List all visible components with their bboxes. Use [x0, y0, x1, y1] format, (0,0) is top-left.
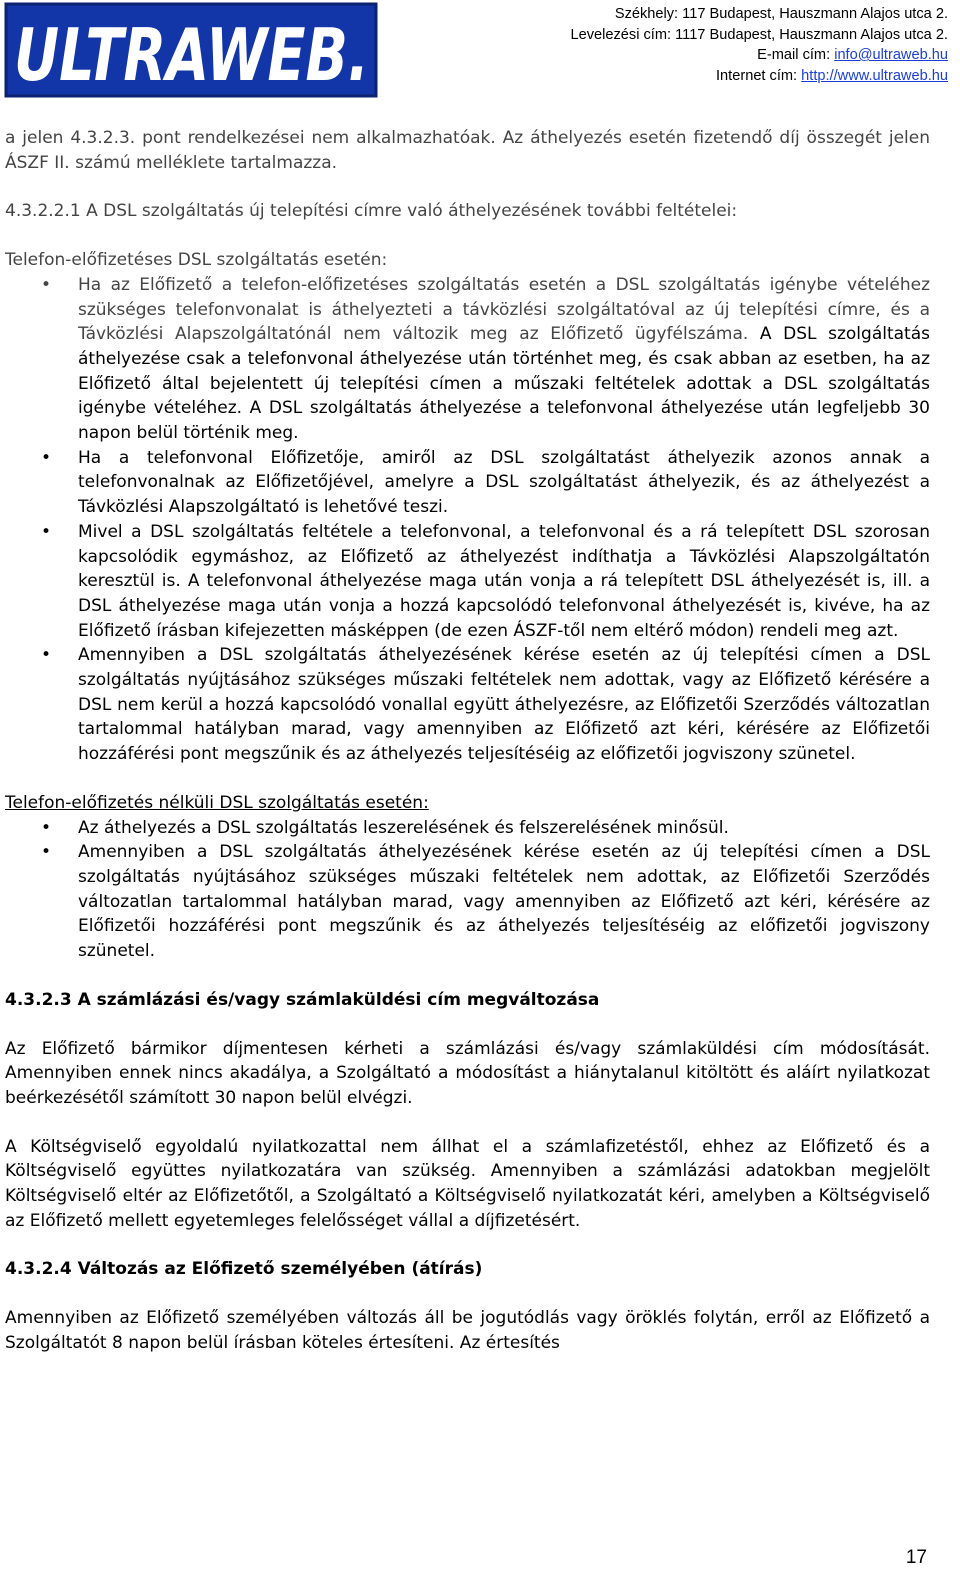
- list-item-text-b: A DSL szolgáltatás áthelyezése csak a telefonvonal áthelyezése után történhet meg, és csak abban az esetben, ha az Előfizető által bejelentett új telepítési címen a műszaki feltételek adottak a DSL szolgáltatás igénybe vételéhez. A DSL szolgáltatás áthelyezése a telefonvonal áthelyezése után legfeljebb 30 napon belül történik meg.: [78, 324, 930, 444]
- section-4323-heading: 4.3.2.3 A számlázási és/vagy számlaküldési cím megváltozása: [5, 989, 600, 1010]
- list-item: [5, 273, 930, 446]
- telefon-conditions-list: [5, 273, 930, 767]
- list-item: • Ha a telefonvonal Előfizetője, amiről az DSL szolgáltatást áthelyezik azonos annak a telefonvonalnak az Előfizetőjével, amelyre a DSL szolgáltatást áthelyezik, és az áthelyezést a Távközlési Alapszolgáltató is lehetővé teszi.: [5, 446, 930, 520]
- postal-line: Levelezési cím: 1117 Budapest, Hauszmann Alajos utca 2.: [570, 26, 948, 43]
- contact-block: [571, 4, 949, 86]
- section-4324-paragraph: Amennyiben az Előfizető személyében változás áll be jogutódlás vagy öröklés folytán, erről az Előfizető a Szolgáltatót 8 napon belül írásban köteles értesíteni. Az értesítés: [5, 1308, 930, 1353]
- subheading-nelkuli: Telefon-előfizetés nélküli DSL szolgáltatás esetén:: [5, 792, 429, 813]
- web-link[interactable]: http://www.ultraweb.hu: [801, 67, 948, 84]
- list-item-text-a: Ha az Előfizető a telefon-előfizetéses szolgáltatás esetén a DSL szolgáltatás igénybe vételéhez szükséges telefonvonalat is áthelyezteti a távközlési szolgáltatóval az új telepítési címre, és a Távközlési Alapszolgáltatónál nem változik meg az Előfizető ügyfélszáma.: [78, 274, 930, 345]
- intro-paragraph: a jelen 4.3.2.3. pont rendelkezései nem alkalmazhatóak. Az áthelyezés esetén fizetendő díj összegét jelen ÁSZF II. számú melléklete tartalmazza.: [5, 128, 930, 173]
- email-link[interactable]: info@ultraweb.hu: [834, 47, 948, 63]
- email-label: E-mail cím:: [757, 47, 835, 63]
- email-line: [571, 45, 949, 66]
- section-4324-heading: 4.3.2.4 Változás az Előfizető személyében (átírás): [5, 1259, 483, 1280]
- list-item: • Amennyiben a DSL szolgáltatás áthelyezésének kérése esetén az új telepítési címen a DSL szolgáltatás nyújtásához szükséges műszaki feltételek nem adottak, az Előfizetői Szerződés változatlan tartalommal hatályban marad, vagy amennyiben az Előfizető azt kéri, kérésére az Előfizetői hozzáférési pont megszűnik és az áthelyezés teljesítéséig az előfizetői jogviszony szünetel.: [5, 840, 930, 964]
- nelkuli-conditions-list: [5, 816, 930, 964]
- section-4323-paragraph-2: A Költségviselő egyoldalú nyilatkozattal nem állhat el a számlafizetéstől, ehhez az Előfizető és a Költségviselő együttes nyilatkozatára van szükség. Amennyiben a számlázási adatokban megjelölt Költségviselő eltér az Előfizetőtől, a Szolgáltató a Költségviselő nyilatkozatát kéri, amelyben a Költségviselő az Előfizető mellett egyetemleges felelősséget vállal a díjfizetésért.: [5, 1136, 930, 1231]
- web-line: [571, 66, 949, 87]
- page-number: 17: [905, 1547, 927, 1568]
- section-4323-paragraph-1: Az Előfizető bármikor díjmentesen kérheti a számlázási és/vagy számlaküldési cím módosítását. Amennyiben ennek nincs akadálya, a Szolgáltató a módosítást a hiánytalanul kitöltött és aláírt nyilatkozat beérkezésétől számított 30 napon belül elvégzi.: [5, 1038, 930, 1108]
- subheading-telefon: Telefon-előfizetéses DSL szolgáltatás esetén:: [5, 250, 388, 271]
- list-item: • Az áthelyezés a DSL szolgáltatás leszerelésének és felszerelésének minősül.: [5, 816, 930, 841]
- page-header: [0, 0, 960, 100]
- document-body: [5, 126, 930, 1356]
- address-line: Székhely: 117 Budapest, Hauszmann Alajos utca 2.: [614, 6, 948, 22]
- ultraweb-logo: [6, 4, 376, 96]
- list-item: • Mivel a DSL szolgáltatás feltétele a telefonvonal, a telefonvonal és a rá telepített DSL szorosan kapcsolódik egymáshoz, az Előfizető az áthelyezést indíthatja a Távközlési Alapszolgáltatón keresztül is. A telefonvonal áthelyezése maga után vonja a rá telepített DSL áthelyezését is, ill. a DSL áthelyezése maga után vonja a hozzá kapcsolódó telefonvonal áthelyezését is, kivéve, ha az Előfizető írásban kifejezetten másképpen (de ezen ÁSZF-től nem eltérő módon) rendeli meg azt.: [5, 520, 930, 644]
- logo-text: ULTRAWEB.: [14, 13, 369, 97]
- list-item: • Amennyiben a DSL szolgáltatás áthelyezésének kérése esetén az új telepítési címen a DSL szolgáltatás nyújtásához szükséges műszaki feltételek nem adottak, vagy az Előfizető kérésére a DSL nem kerül a hozzá kapcsolódó vonallal együtt áthelyezésre, az Előfizetői Szerződés változatlan tartalommal hatályban marad, vagy amennyiben az Előfizető azt kéri, kérésére az Előfizetői hozzáférési pont megszűnik és az áthelyezés teljesítéséig az előfizetői jogviszony szünetel.: [5, 643, 930, 767]
- section-4321-heading: 4.3.2.2.1 A DSL szolgáltatás új telepítési címre való áthelyezésének további feltételei:: [5, 201, 738, 222]
- web-label: Internet cím:: [716, 67, 802, 84]
